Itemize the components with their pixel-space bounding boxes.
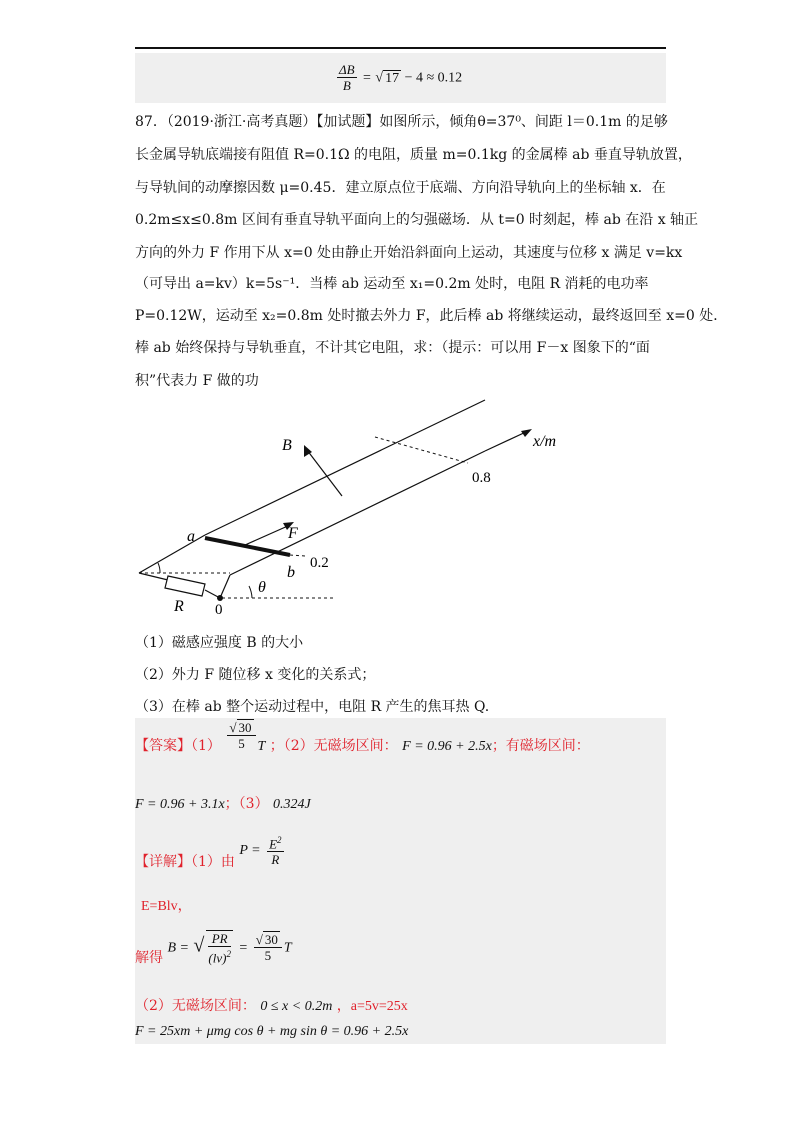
power-exponent: 2	[277, 835, 282, 845]
answer-3-value: 0.324J	[273, 797, 311, 812]
origin-dot	[217, 595, 223, 601]
step-2-force-equation: F = 25xm + μmg cos θ + mg sin θ = 0.96 + 2.5x	[135, 1024, 409, 1039]
answer-2-no-field: F = 0.96 + 2.5x	[402, 739, 492, 754]
answer-tag: 【答案】	[135, 738, 191, 754]
question-3: （3）在棒 ab 整个运动过程中，电阻 R 产生的焦耳热 Q.	[135, 699, 490, 715]
answer-part-2b-label: ；有磁场区间：	[491, 738, 590, 754]
solve-lhs: B =	[167, 940, 189, 956]
b-field-line	[307, 450, 342, 496]
label-x: x/m	[533, 433, 557, 450]
detail-line-1	[135, 835, 286, 879]
problem-line-2: 长金属导轨底端接有阻值 R=0.1Ω 的电阻，质量 m=0.1kg 的金属棒 ab 垂直导轨放置，	[135, 147, 692, 163]
answer-part-2-label: ；（2）无磁场区间：	[269, 738, 398, 754]
problem-line-1: 87．（2019·浙江·高考真题）【加试题】如图所示，倾角θ=37⁰、间距 l＝0.1m 的足够	[135, 114, 668, 130]
sqrt-icon: √	[255, 932, 263, 948]
solve-unit: T	[283, 940, 292, 956]
label-R: R	[174, 598, 184, 615]
answer-1-denominator: 5	[238, 735, 245, 751]
answer-line-1	[135, 719, 590, 755]
sqrt-icon: √	[375, 70, 384, 86]
sqrt-icon: √	[193, 934, 205, 957]
problem-line-5: 方向的外力 F 作用下从 x=0 处由静止开始沿斜面向上运动，其速度与位移 x 满足 v=kx	[135, 245, 683, 261]
answer-1-radicand: 30	[238, 719, 252, 735]
detail-step-2	[135, 995, 408, 1015]
label-origin: 0	[215, 602, 223, 618]
x-axis-line	[485, 431, 528, 451]
angle-arc-theta	[249, 586, 252, 598]
answer-1-value	[227, 720, 255, 751]
solve-sqrt-fraction	[206, 930, 233, 965]
answer-1-unit: T	[257, 739, 266, 754]
solve-equals: =	[239, 940, 248, 956]
detail-step-1: （1）由	[191, 854, 235, 871]
label-theta: θ	[258, 579, 266, 596]
solve-label: 解得	[135, 949, 163, 966]
solve-result	[254, 932, 282, 963]
metal-bar-ab	[205, 538, 290, 555]
problem-line-8: 棒 ab 始终保持与导轨垂直，不计其它电阻，求：（提示：可以用 F－x 图象下的“面	[135, 340, 650, 356]
upper-rail-base	[139, 535, 205, 573]
fraction-numerator: ΔB	[339, 62, 355, 77]
x-axis-arrow-icon	[521, 429, 532, 437]
ebl-line: E=Blv，	[141, 899, 192, 914]
resistor-lead-left	[139, 573, 168, 580]
step-2-condition: 0 ≤ x < 0.2m	[260, 999, 333, 1014]
solve-numerator: PR	[208, 931, 231, 947]
lower-rail-base	[220, 575, 230, 598]
boundary-dash-02	[290, 555, 305, 556]
label-02: 0.2	[310, 555, 329, 571]
power-lhs: P =	[239, 843, 261, 859]
detail-tag: 【详解】	[135, 854, 191, 871]
resistor-icon	[165, 576, 205, 596]
label-08: 0.8	[472, 470, 491, 486]
label-b: b	[287, 564, 295, 581]
problem-line-4: 0.2m≤x≤0.8m 区间有垂直导轨平面向上的匀强磁场．从 t=0 时刻起，棒 ab 在沿 x 轴正	[135, 212, 699, 228]
formula-rest: − 4 ≈ 0.12	[401, 70, 463, 86]
power-denominator: R	[271, 852, 280, 868]
step-2-acceleration: ，a=5v=25x	[336, 999, 408, 1014]
answer-2-with-field: F = 0.96 + 3.1x	[135, 797, 225, 812]
problem-line-6: （可导出 a=kv）k=5s⁻¹．当棒 ab 运动至 x₁=0.2m 处时，电阻 R 消耗的电功率	[135, 276, 649, 292]
equals-sign: =	[363, 70, 371, 86]
solve-result-denominator: 5	[264, 948, 272, 964]
step-2-label: （2）无磁场区间：	[135, 998, 256, 1014]
lower-rail	[230, 451, 485, 575]
problem-line-9: 积”代表力 F 做的功	[135, 373, 259, 389]
force-line	[245, 525, 290, 545]
solve-denominator: (lv)	[208, 950, 227, 966]
power-fraction	[267, 833, 283, 867]
upper-rail	[205, 400, 485, 535]
label-B: B	[282, 437, 292, 454]
fraction-denominator: B	[342, 78, 351, 93]
radicand: 17	[385, 70, 400, 86]
power-numerator: E	[269, 836, 278, 852]
boundary-dash-08	[375, 437, 468, 463]
question-1: （1）磁感应强度 B 的大小	[135, 635, 304, 651]
question-2: （2）外力 F 随位移 x 变化的关系式；	[135, 667, 376, 683]
problem-line-7: P=0.12W，运动至 x₂=0.8m 处时撤去外力 F，此后棒 ab 将继续运动，最终返回至 x=0 处．	[135, 308, 728, 324]
solve-denominator-exponent: 2	[226, 949, 231, 959]
label-a: a	[187, 528, 195, 545]
answer-part-3-label: ；（3）	[224, 796, 269, 812]
angle-arc-left	[158, 563, 160, 573]
sqrt-icon: √	[229, 719, 237, 735]
solve-result-radicand: 30	[264, 932, 278, 948]
answer-part-1: （1）	[191, 738, 221, 754]
solve-line	[135, 930, 292, 965]
label-F: F	[288, 525, 298, 542]
answer-line-2	[135, 793, 311, 813]
problem-line-3: 与导轨间的动摩擦因数 μ=0.45．建立原点位于底端、方向沿导轨向上的坐标轴 x．在	[135, 180, 666, 196]
